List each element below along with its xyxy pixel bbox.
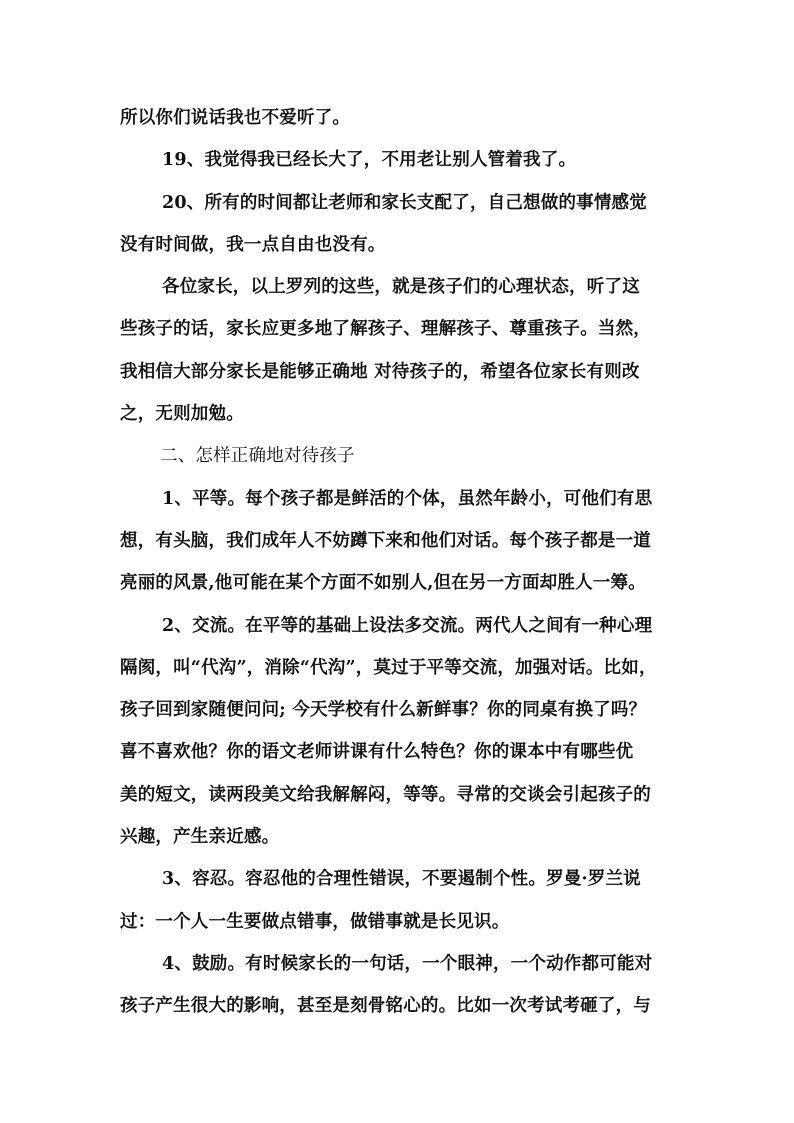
text-line: 孩子产生很大的影响，甚至是刻骨铭心的。比如一次考试考砸了，与	[120, 996, 651, 1017]
text-line: 美的短文，读两段美文给我解解闷，等等。寻常的交谈会引起孩子的	[120, 784, 651, 805]
text-line: 些孩子的话，家长应更多地了解孩子、理解孩子、尊重孩子。当然，	[120, 319, 651, 340]
list-item-2: 2、交流。在平等的基础上设法多交流。两代人之间有一种心理	[162, 615, 653, 636]
text-line: 想，有头脑，我们成年人不妨蹲下来和他们对话。每个孩子都是一道	[120, 530, 651, 551]
list-item-3: 3、容忍。容忍他的合理性错误，不要遏制个性。罗曼·罗兰说	[162, 869, 641, 890]
paragraph-start: 各位家长，以上罗列的这些，就是孩子们的心理状态，听了这	[162, 277, 640, 298]
list-item-20: 20、所有的时间都让老师和家长支配了，自己想做的事情感觉	[162, 192, 647, 213]
list-item-4: 4、鼓励。有时候家长的一句话，一个眼神，一个动作都可能对	[162, 953, 653, 974]
text-line: 没有时间做，我一点自由也没有。	[120, 234, 386, 255]
text-line: 我相信大部分家长是能够正确地 对待孩子的，希望各位家长有则改	[120, 361, 640, 382]
text-line: 所以你们说话我也不爱听了。	[120, 108, 351, 128]
text-line: 孩子回到家随便问问; 今天学校有什么新鲜事？你的同桌有换了吗？	[120, 700, 647, 721]
text-line: 亮丽的风景,他可能在某个方面不如别人,但在另一方面却胜人一筹。	[120, 573, 646, 594]
text-line: 兴趣，产生亲近感。	[120, 827, 280, 848]
list-item-1: 1、平等。每个孩子都是鲜活的个体，虽然年龄小，可他们有思	[162, 488, 653, 509]
section-heading: 二、怎样正确地对待孩子	[160, 446, 355, 467]
text-line: 过：一个人一生要做点错事，做错事就是长见识。	[120, 911, 510, 932]
text-line: 隔阂，叫“代沟”，消除“代沟”，莫过于平等交流，加强对话。比如，	[120, 657, 657, 678]
document-body	[120, 97, 676, 1028]
text-line: 喜不喜欢他？你的语文老师讲课有什么特色？你的课本中有哪些优	[120, 742, 634, 763]
list-item-19: 19、我觉得我已经长大了，不用老让别人管着我了。	[162, 150, 577, 171]
text-line: 之，无则加勉。	[120, 404, 244, 425]
